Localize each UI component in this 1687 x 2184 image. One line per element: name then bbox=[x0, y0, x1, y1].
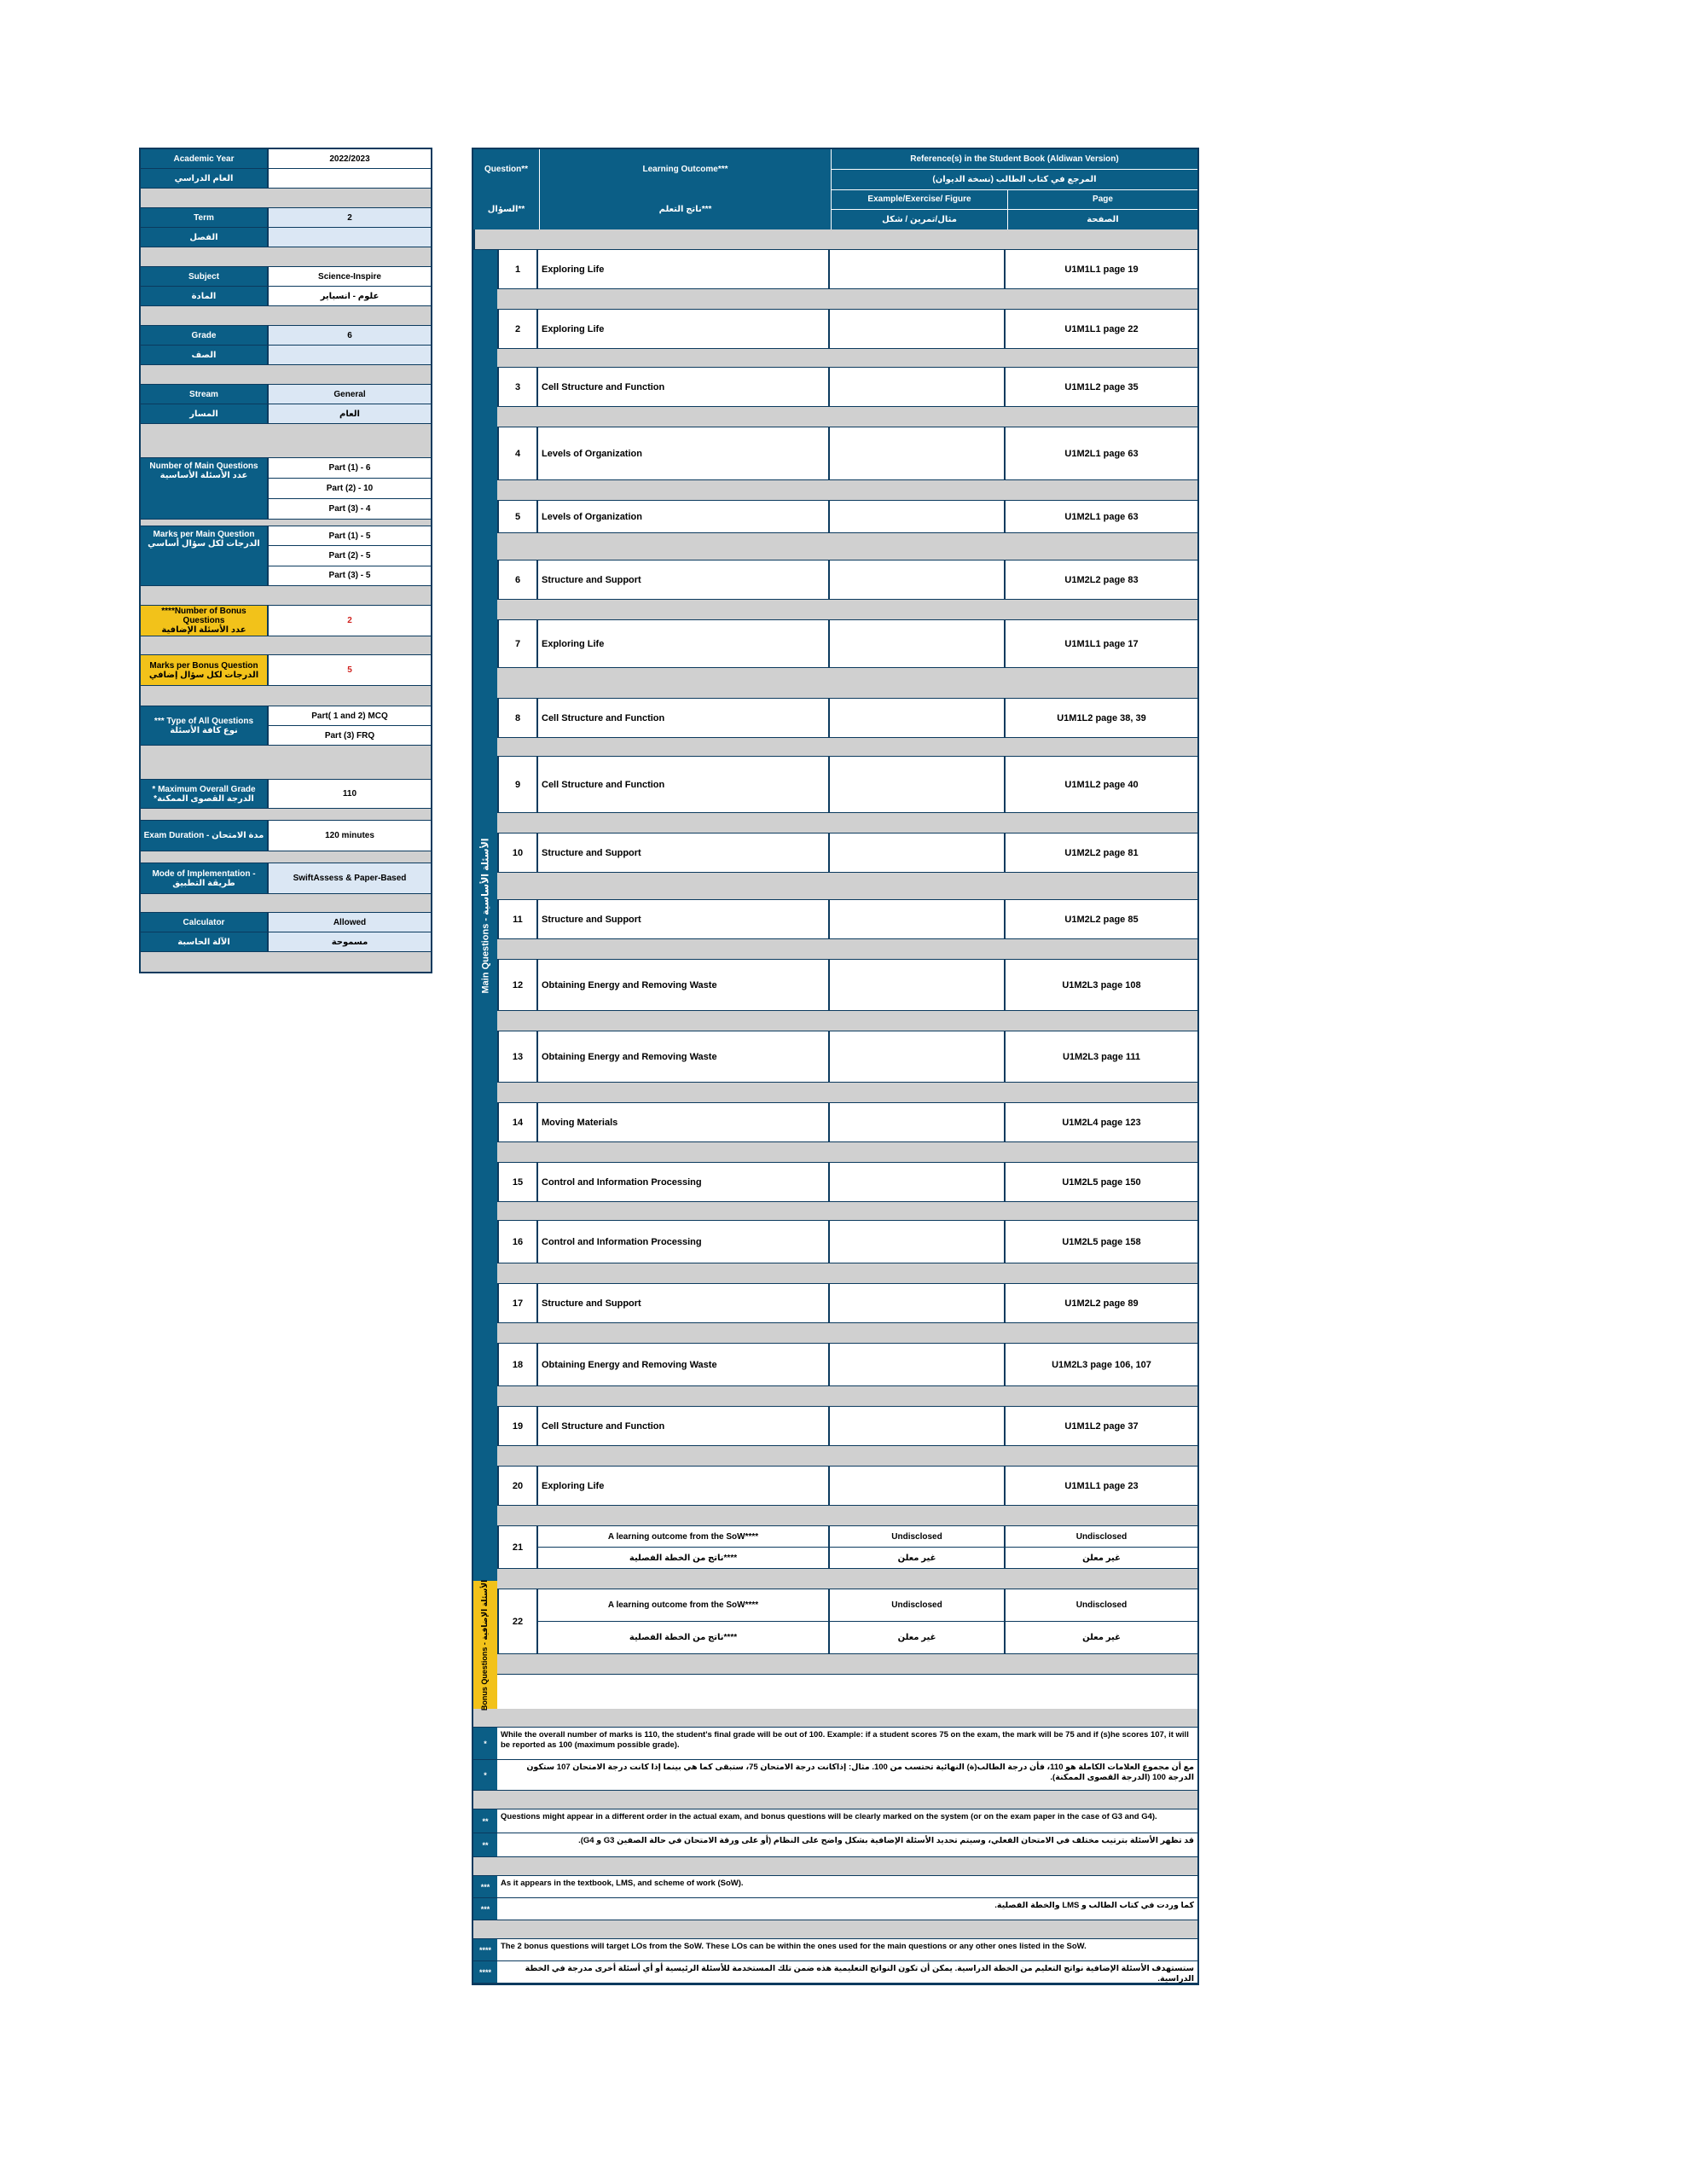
learning-outcome: Obtaining Energy and Removing Waste bbox=[538, 1344, 830, 1385]
note-row bbox=[473, 1760, 1197, 1791]
bonus-page-ar: غير معلن bbox=[1082, 1633, 1121, 1642]
example-cell bbox=[830, 757, 1006, 812]
bonus-page: Undisclosed bbox=[1075, 1600, 1128, 1610]
example-cell bbox=[830, 250, 1006, 288]
question-type-row bbox=[141, 706, 431, 746]
question-row bbox=[497, 900, 1197, 939]
subject-label: Subject bbox=[141, 267, 269, 286]
note-text: As it appears in the textbook, LMS, and scheme of work (SoW). bbox=[501, 1879, 744, 1888]
page-reference: U1M1L2 page 40 bbox=[1064, 779, 1139, 790]
page-reference: U1M2L2 page 85 bbox=[1064, 914, 1139, 925]
marks-bonus-value: 5 bbox=[269, 655, 431, 685]
bonus-lo-ar: ناتج من الخطة الفصلية**** bbox=[538, 1622, 830, 1653]
header-example: Example/Exercise/ Figure bbox=[832, 190, 1008, 210]
learning-outcome: Obtaining Energy and Removing Waste bbox=[538, 1031, 830, 1082]
term-row bbox=[141, 208, 431, 228]
bonus-example: Undisclosed bbox=[830, 1526, 1006, 1547]
note-text: كما وردت في كتاب الطالب و LMS والخطة الفصلية. bbox=[994, 1901, 1194, 1910]
note-row bbox=[473, 1809, 1197, 1833]
stream-label: Stream bbox=[141, 385, 269, 404]
page-reference: U1M1L1 page 23 bbox=[1064, 1480, 1139, 1491]
example-cell bbox=[830, 1284, 1006, 1322]
grade-row bbox=[141, 326, 431, 346]
marks-bonus-label: Marks per Bonus Question bbox=[149, 660, 258, 671]
learning-outcome: Control and Information Processing bbox=[538, 1163, 830, 1201]
learning-outcome: Levels of Organization bbox=[538, 501, 830, 532]
bonus-question-number: 21 bbox=[497, 1526, 538, 1568]
academic-year-row bbox=[141, 149, 431, 169]
question-reference-table bbox=[472, 148, 1199, 1985]
main-questions-side-label: Main Questions - الأسئلة الأساسية bbox=[473, 250, 497, 1581]
stream-value-ar: العام bbox=[269, 404, 431, 423]
academic-year-label-ar: العام الدراسي bbox=[141, 169, 269, 188]
mode-label-ar: طريقة التطبيق bbox=[172, 878, 235, 888]
question-number: 7 bbox=[497, 620, 538, 667]
exam-info-table bbox=[139, 148, 432, 973]
main-q-part2: Part (2) - 10 bbox=[269, 479, 431, 499]
marks-main-part2: Part (2) - 5 bbox=[269, 546, 431, 566]
note-marker: *** bbox=[473, 1898, 497, 1920]
academic-year-value: 2022/2023 bbox=[269, 149, 431, 168]
bonus-number-row bbox=[141, 606, 431, 636]
learning-outcome: Structure and Support bbox=[538, 561, 830, 599]
marks-bonus-label-ar: الدرجات لكل سؤال إضافي bbox=[148, 670, 259, 680]
example-cell bbox=[830, 1407, 1006, 1445]
marks-main-row bbox=[141, 526, 431, 586]
note-row bbox=[473, 1939, 1197, 1961]
question-row bbox=[497, 368, 1197, 407]
page-reference: U1M2L5 page 158 bbox=[1062, 1236, 1141, 1247]
question-row bbox=[497, 427, 1197, 480]
note-marker: * bbox=[473, 1760, 497, 1790]
question-number: 1 bbox=[497, 250, 538, 288]
example-cell bbox=[830, 699, 1006, 737]
question-row bbox=[497, 310, 1197, 349]
question-number: 4 bbox=[497, 427, 538, 479]
notes-section bbox=[473, 1709, 1197, 1984]
example-cell bbox=[830, 960, 1006, 1010]
bonus-example-ar: غير معلن bbox=[830, 1622, 1006, 1653]
note-marker: ** bbox=[473, 1809, 497, 1833]
note-row bbox=[473, 1833, 1197, 1857]
calculator-value: Allowed bbox=[269, 913, 431, 932]
table-header bbox=[473, 149, 1197, 229]
calculator-label-ar: الآلة الحاسبة bbox=[141, 932, 269, 951]
subject-label-ar: المادة bbox=[141, 287, 269, 305]
subject-value-ar: علوم - انسباير bbox=[269, 287, 431, 305]
learning-outcome: Cell Structure and Function bbox=[538, 1407, 830, 1445]
page-reference: U1M1L1 page 17 bbox=[1064, 638, 1139, 649]
header-question-ar: السؤال** bbox=[473, 189, 540, 229]
note-text: While the overall number of marks is 110, the student's final grade will be out of 100. Example: if a student scores 75 on the exam, the mark will be 75 and if (s)he scores 107, it will be reported as 100 (maximum possible grade). bbox=[501, 1730, 1189, 1750]
duration-label: Exam Duration - مدة الامتحان bbox=[141, 821, 269, 851]
question-number: 17 bbox=[497, 1284, 538, 1322]
subject-row bbox=[141, 267, 431, 287]
question-row bbox=[497, 1163, 1197, 1202]
question-row bbox=[497, 250, 1197, 289]
marks-bonus-row bbox=[141, 655, 431, 686]
question-row bbox=[497, 960, 1197, 1011]
learning-outcome: Exploring Life bbox=[538, 250, 830, 288]
page-reference: U1M2L5 page 150 bbox=[1062, 1176, 1141, 1188]
term-label: Term bbox=[141, 208, 269, 227]
stream-row bbox=[141, 385, 431, 404]
question-row bbox=[497, 1284, 1197, 1323]
question-row bbox=[497, 501, 1197, 533]
main-questions-row bbox=[141, 458, 431, 520]
note-marker: *** bbox=[473, 1876, 497, 1897]
question-number: 13 bbox=[497, 1031, 538, 1082]
example-cell bbox=[830, 900, 1006, 938]
learning-outcome: Exploring Life bbox=[538, 1467, 830, 1505]
note-marker: **** bbox=[473, 1939, 497, 1960]
question-number: 8 bbox=[497, 699, 538, 737]
note-row bbox=[473, 1898, 1197, 1920]
main-q-part1: Part (1) - 6 bbox=[269, 458, 431, 479]
question-number: 15 bbox=[497, 1163, 538, 1201]
bonus-question-number: 22 bbox=[497, 1589, 538, 1653]
main-questions-label: Number of Main Questions عدد الأسئلة الأساسية bbox=[141, 458, 269, 519]
page-reference: U1M2L4 page 123 bbox=[1062, 1117, 1141, 1128]
academic-year-label: Academic Year bbox=[141, 149, 269, 168]
bonus-question-row bbox=[497, 1526, 1197, 1569]
grade-label-ar: الصف bbox=[141, 346, 269, 364]
learning-outcome: Cell Structure and Function bbox=[538, 699, 830, 737]
question-number: 20 bbox=[497, 1467, 538, 1505]
header-learning-outcome-ar: ناتج التعلم*** bbox=[540, 189, 832, 229]
note-marker: ** bbox=[473, 1833, 497, 1856]
question-row bbox=[497, 757, 1197, 813]
learning-outcome: Cell Structure and Function bbox=[538, 757, 830, 812]
page-reference: U1M1L1 page 22 bbox=[1064, 323, 1139, 334]
question-number: 12 bbox=[497, 960, 538, 1010]
note-text: The 2 bonus questions will target LOs from the SoW. These LOs can be within the ones used for the main questions or any other ones listed in the SoW. bbox=[501, 1942, 1087, 1951]
calculator-label: Calculator bbox=[141, 913, 269, 932]
learning-outcome: Cell Structure and Function bbox=[538, 368, 830, 406]
question-type-label-ar: نوع كافة الأسئلة bbox=[170, 725, 238, 735]
marks-main-label: Marks per Main Question bbox=[153, 530, 255, 539]
note-text: Questions might appear in a different order in the actual exam, and bonus questions will be clearly marked on the system (or on the exam paper in the case of G3 and G4). bbox=[501, 1812, 1157, 1821]
max-grade-label-ar: *الدرجة القصوى الممكنة bbox=[154, 793, 254, 804]
bonus-number-label: ****Number of Bonus Questions bbox=[161, 607, 246, 625]
learning-outcome: Structure and Support bbox=[538, 1284, 830, 1322]
page-reference: U1M2L3 page 111 bbox=[1062, 1051, 1141, 1062]
header-page-ar: الصفحة bbox=[1087, 215, 1119, 225]
duration-value: 120 minutes bbox=[269, 821, 431, 851]
page-reference: U1M2L2 page 83 bbox=[1064, 574, 1139, 585]
calculator-row bbox=[141, 913, 431, 932]
example-cell bbox=[830, 310, 1006, 348]
note-text: ستستهدف الأسئلة الإضافية نواتج التعليم من الخطة الدراسية. يمكن أن تكون النواتج التعليمية هذه ضمن تلك المستخدمة للأسئلة الرئيسية أو أي أسئلة أخرى مدرجة في الخطة الدراسية. bbox=[525, 1964, 1194, 1984]
bonus-question-row bbox=[497, 1589, 1197, 1654]
question-number: 14 bbox=[497, 1103, 538, 1141]
example-cell bbox=[830, 834, 1006, 872]
question-row bbox=[497, 620, 1197, 668]
question-row bbox=[497, 1103, 1197, 1142]
question-row bbox=[497, 1407, 1197, 1446]
example-cell bbox=[830, 1103, 1006, 1141]
stream-label-ar: المسار bbox=[141, 404, 269, 423]
header-reference: Reference(s) in the Student Book (Aldiwan Version) bbox=[832, 149, 1197, 170]
question-row bbox=[497, 834, 1197, 873]
term-value: 2 bbox=[269, 208, 431, 227]
question-row bbox=[497, 561, 1197, 600]
page-reference: U1M1L2 page 37 bbox=[1064, 1420, 1139, 1432]
example-cell bbox=[830, 1467, 1006, 1505]
question-type-mcq: Part( 1 and 2) MCQ bbox=[269, 706, 431, 726]
bonus-lo: A learning outcome from the SoW**** bbox=[538, 1526, 830, 1547]
bonus-lo: A learning outcome from the SoW**** bbox=[538, 1589, 830, 1621]
question-number: 19 bbox=[497, 1407, 538, 1445]
bonus-page-ar: غير معلن bbox=[1082, 1553, 1121, 1563]
example-cell bbox=[830, 561, 1006, 599]
header-page: Page bbox=[1093, 195, 1113, 205]
learning-outcome: Moving Materials bbox=[538, 1103, 830, 1141]
learning-outcome: Structure and Support bbox=[538, 834, 830, 872]
question-number: 3 bbox=[497, 368, 538, 406]
question-number: 9 bbox=[497, 757, 538, 812]
stream-value: General bbox=[269, 385, 431, 404]
example-cell bbox=[830, 427, 1006, 479]
header-learning-outcome: Learning Outcome*** bbox=[540, 149, 832, 189]
question-number: 18 bbox=[497, 1344, 538, 1385]
question-number: 2 bbox=[497, 310, 538, 348]
subject-value: Science-Inspire bbox=[269, 267, 431, 286]
mode-row bbox=[141, 863, 431, 894]
page-reference: U1M2L1 page 63 bbox=[1064, 511, 1139, 522]
example-cell bbox=[830, 1031, 1006, 1082]
grade-value: 6 bbox=[269, 326, 431, 345]
marks-main-part3: Part (3) - 5 bbox=[269, 566, 431, 585]
page-reference: U1M1L2 page 35 bbox=[1064, 381, 1139, 392]
calculator-value-ar: مسموحة bbox=[269, 932, 431, 951]
bonus-example-ar: غير معلن bbox=[830, 1548, 1006, 1568]
max-grade-row bbox=[141, 780, 431, 809]
bonus-lo-ar: ناتج من الخطة الفصلية**** bbox=[538, 1548, 830, 1568]
header-question: Question** bbox=[473, 149, 540, 189]
academic-year-ar-row bbox=[141, 169, 431, 189]
duration-row bbox=[141, 821, 431, 851]
bonus-number-label-ar: عدد الأسئلة الإضافية bbox=[161, 625, 246, 635]
note-row bbox=[473, 1961, 1197, 1984]
page-reference: U1M2L2 page 81 bbox=[1064, 847, 1139, 858]
question-number: 10 bbox=[497, 834, 538, 872]
note-row bbox=[473, 1728, 1197, 1760]
header-reference-ar: المرجع في كتاب الطالب (نسخة الديوان) bbox=[832, 170, 1197, 190]
term-label-ar: الفصل bbox=[141, 228, 269, 247]
learning-outcome: Levels of Organization bbox=[538, 427, 830, 479]
example-cell bbox=[830, 1163, 1006, 1201]
question-type-label: *** Type of All Questions bbox=[154, 716, 254, 726]
note-text: مع أن مجموع العلامات الكاملة هو 110، فأن درجة الطالب(ة) النهائية تحتسب من 100. مثال: إذاكانت درجة الامتحان 75، ستبقى كما هي بينما إذا كانت درجة الامتحان 107 ستكون الدرجة 100 (الدرجة القصوى الممكنة). bbox=[526, 1763, 1194, 1782]
marks-main-label-ar: الدرجات لكل سؤال أساسي bbox=[148, 539, 260, 549]
learning-outcome: Exploring Life bbox=[538, 310, 830, 348]
learning-outcome: Structure and Support bbox=[538, 900, 830, 938]
question-row bbox=[497, 1031, 1197, 1083]
example-cell bbox=[830, 501, 1006, 532]
note-marker: **** bbox=[473, 1961, 497, 1983]
note-marker: * bbox=[473, 1728, 497, 1759]
learning-outcome: Control and Information Processing bbox=[538, 1221, 830, 1263]
question-number: 11 bbox=[497, 900, 538, 938]
learning-outcome: Exploring Life bbox=[538, 620, 830, 667]
learning-outcome: Obtaining Energy and Removing Waste bbox=[538, 960, 830, 1010]
note-row bbox=[473, 1876, 1197, 1898]
page-reference: U1M2L3 page 106, 107 bbox=[1052, 1359, 1151, 1370]
page-reference: U1M1L1 page 19 bbox=[1064, 264, 1139, 275]
bonus-number-value: 2 bbox=[269, 606, 431, 636]
example-cell bbox=[830, 1344, 1006, 1385]
marks-main-part1: Part (1) - 5 bbox=[269, 526, 431, 546]
bonus-questions-side-label: Bonus Questions - الأسئلة الإضافية bbox=[473, 1581, 497, 1709]
max-grade-value: 110 bbox=[269, 780, 431, 808]
question-row bbox=[497, 1344, 1197, 1386]
example-cell bbox=[830, 368, 1006, 406]
question-row bbox=[497, 1221, 1197, 1263]
bonus-example: Undisclosed bbox=[830, 1589, 1006, 1621]
grade-label: Grade bbox=[141, 326, 269, 345]
question-number: 16 bbox=[497, 1221, 538, 1263]
page-reference: U1M2L1 page 63 bbox=[1064, 448, 1139, 459]
main-q-part3: Part (3) - 4 bbox=[269, 499, 431, 519]
header-example-ar: مثال/تمرين / شكل bbox=[832, 210, 1008, 229]
question-row bbox=[497, 699, 1197, 738]
question-number: 5 bbox=[497, 501, 538, 532]
note-text: قد تظهر الأسئلة بترتيب مختلف في الامتحان الفعلي، وسيتم تحديد الأسئلة الإضافية بشكل واضح على النظام (أو على ورقة الامتحان في حالة الصفين G3 و G4). bbox=[578, 1836, 1194, 1845]
max-grade-label: * Maximum Overall Grade bbox=[152, 784, 256, 794]
example-cell bbox=[830, 1221, 1006, 1263]
mode-label: Mode of Implementation - bbox=[152, 868, 256, 879]
page-reference: U1M2L2 page 89 bbox=[1064, 1298, 1139, 1309]
mode-value: SwiftAssess & Paper-Based bbox=[269, 863, 431, 893]
example-cell bbox=[830, 620, 1006, 667]
page-reference: U1M2L3 page 108 bbox=[1062, 979, 1141, 990]
question-type-frq: Part (3) FRQ bbox=[269, 726, 431, 745]
question-row bbox=[497, 1467, 1197, 1506]
question-number: 6 bbox=[497, 561, 538, 599]
page-reference: U1M1L2 page 38, 39 bbox=[1057, 712, 1146, 723]
bonus-page: Undisclosed bbox=[1075, 1531, 1128, 1542]
